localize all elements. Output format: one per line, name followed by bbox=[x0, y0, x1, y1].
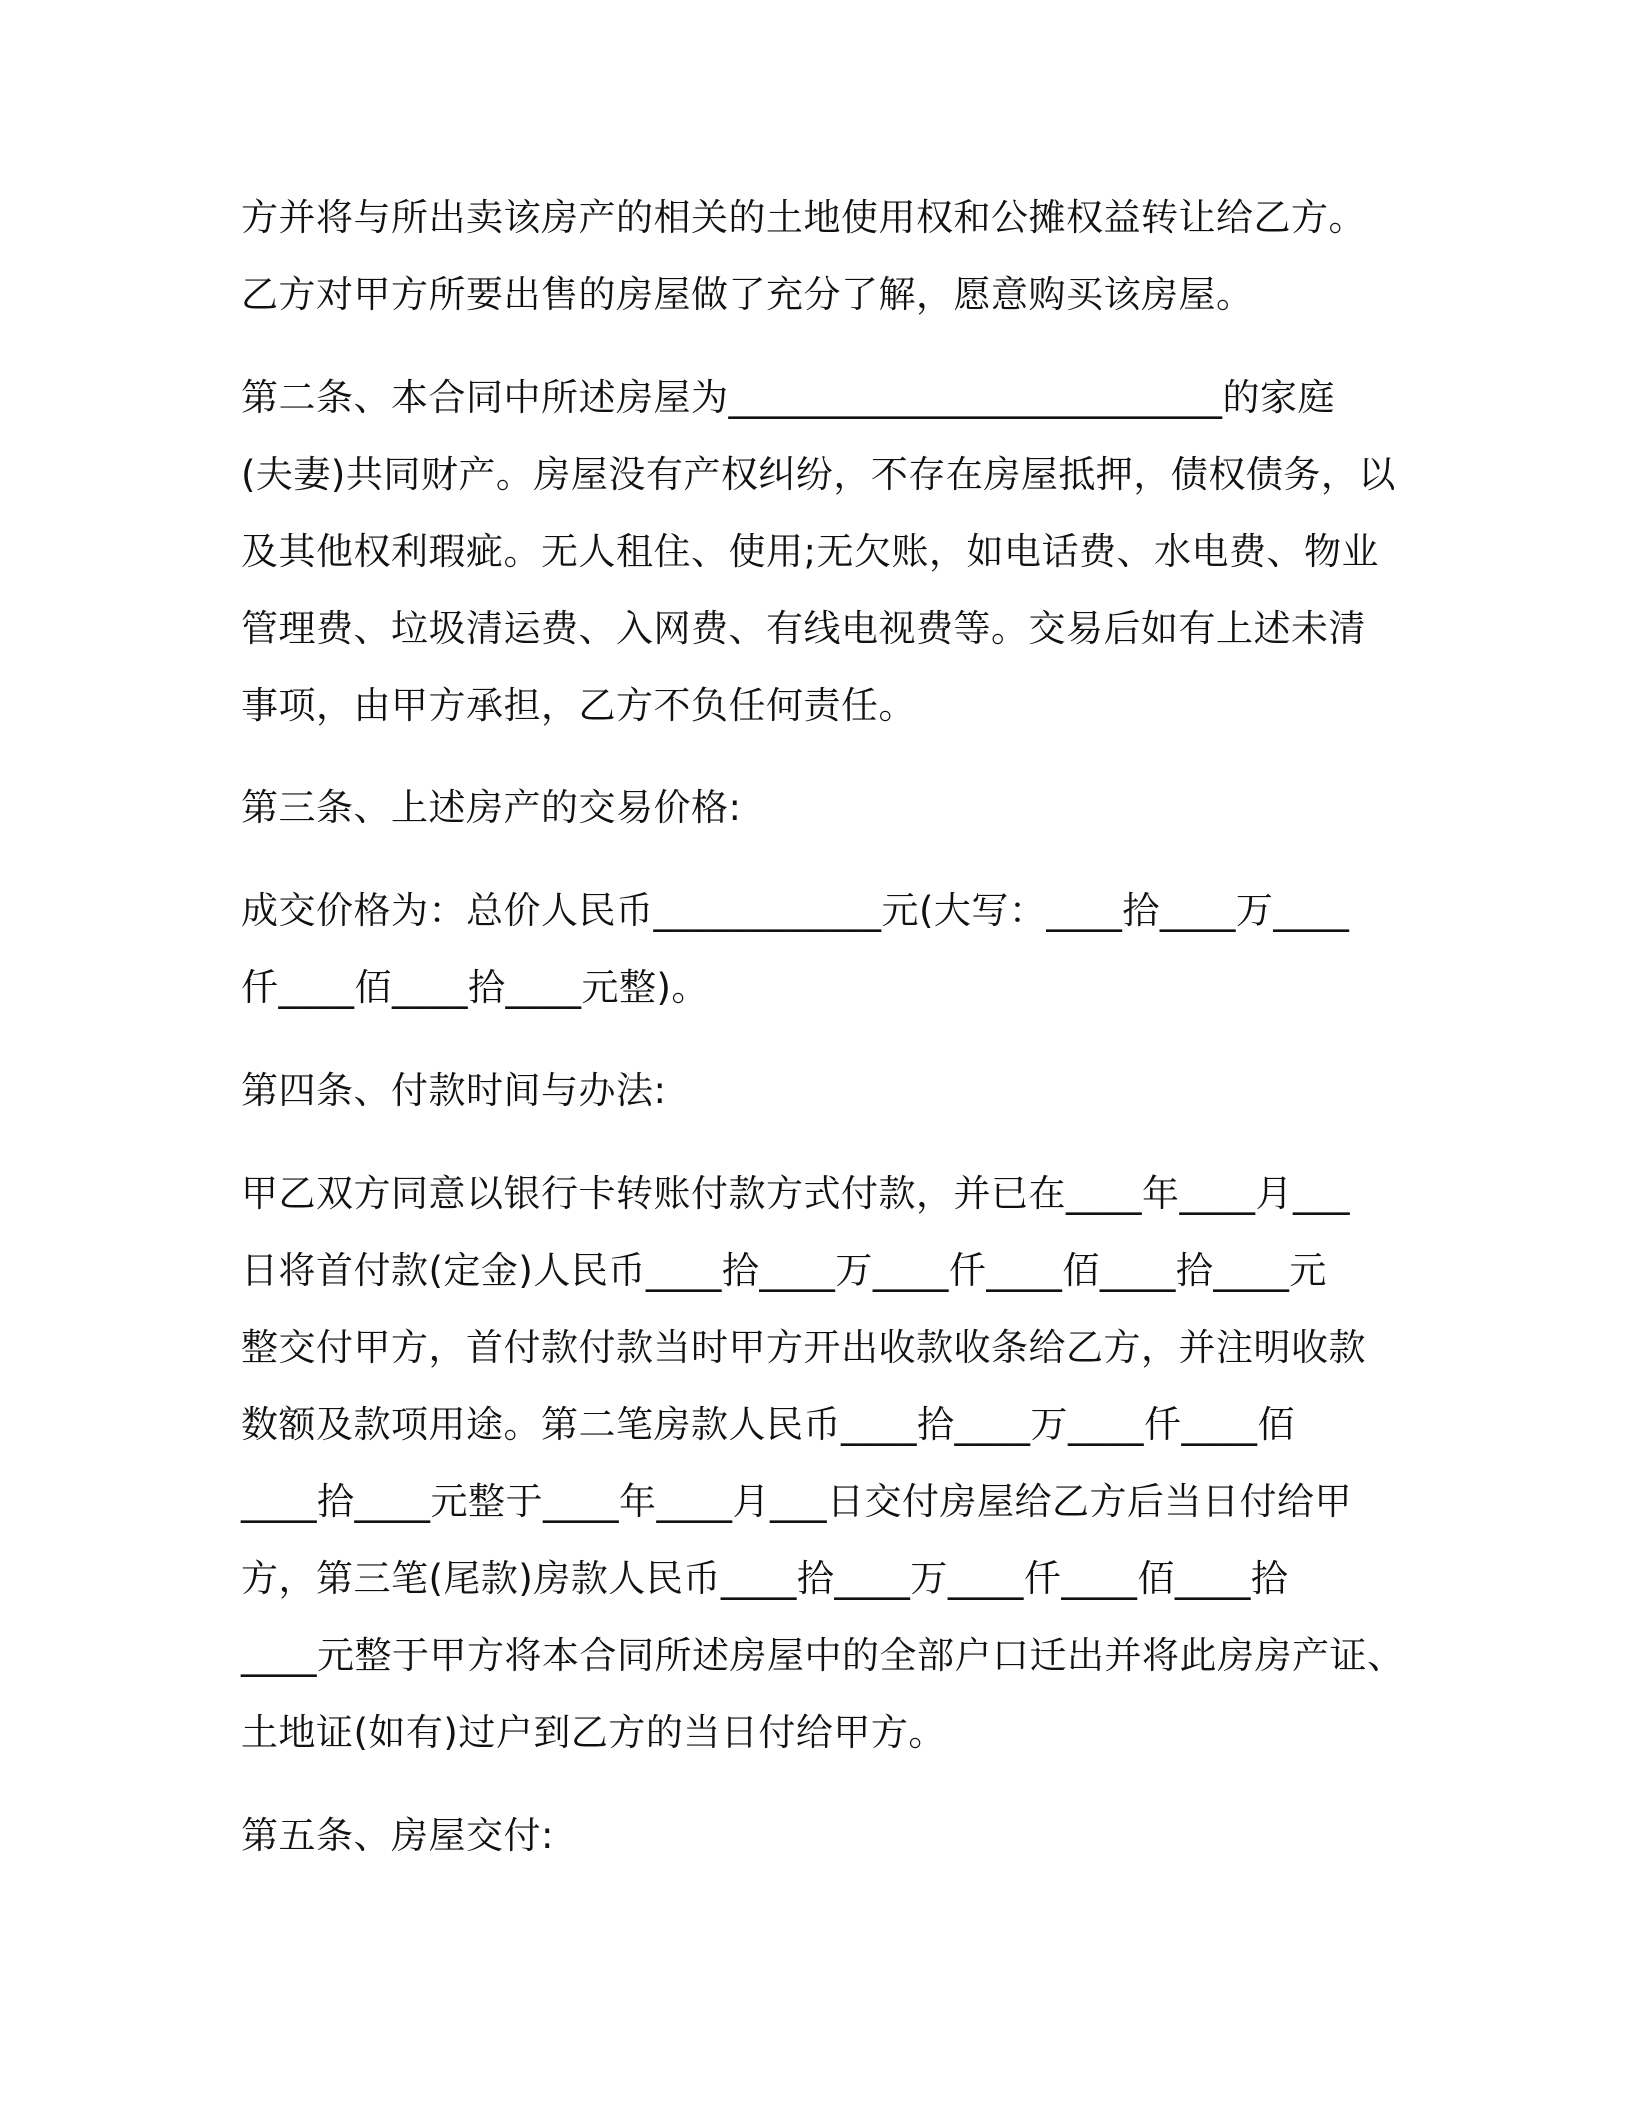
text-line: 事项，由甲方承担，乙方不负任何责任。 bbox=[241, 684, 916, 727]
text-line: ____拾____元整于____年____月___日交付房屋给乙方后当日付给甲 bbox=[241, 1480, 1352, 1523]
clause-3-heading: 第三条、上述房产的交易价格: bbox=[241, 786, 742, 829]
text-line: 方，第三笔(尾款)房款人民币____拾____万____仟____佰____拾 bbox=[241, 1557, 1289, 1600]
price-line: 成交价格为：总价人民币____________元(大写：____拾____万____ bbox=[241, 889, 1350, 932]
clause-5-heading: 第五条、房屋交付: bbox=[241, 1814, 554, 1857]
text-line: 方并将与所出卖该房产的相关的土地使用权和公摊权益转让给乙方。 bbox=[241, 196, 1366, 239]
text-line: 甲乙双方同意以银行卡转账付款方式付款，并已在____年____月___ bbox=[241, 1172, 1350, 1215]
text-line: 及其他权利瑕疵。无人租住、使用;无欠账，如电话费、水电费、物业 bbox=[241, 530, 1379, 573]
price-line: 仟____佰____拾____元整)。 bbox=[241, 966, 709, 1009]
text-line: 日将首付款(定金)人民币____拾____万____仟____佰____拾____元 bbox=[241, 1249, 1327, 1292]
text-line: ____元整于甲方将本合同所述房屋中的全部户口迁出并将此房房产证、 bbox=[241, 1634, 1405, 1677]
clause-2-heading-line: 第二条、本合同中所述房屋为__________________________的家庭 bbox=[241, 376, 1335, 419]
text-line: 乙方对甲方所要出售的房屋做了充分了解，愿意购买该房屋。 bbox=[241, 273, 1254, 316]
text-line: (夫妻)共同财产。房屋没有产权纠纷，不存在房屋抵押，债权债务，以 bbox=[241, 453, 1396, 496]
clause-4-heading: 第四条、付款时间与办法: bbox=[241, 1069, 667, 1112]
text-line: 数额及款项用途。第二笔房款人民币____拾____万____仟____佰 bbox=[241, 1403, 1295, 1446]
text-line: 土地证(如有)过户到乙方的当日付给甲方。 bbox=[241, 1711, 946, 1754]
text-line: 整交付甲方，首付款付款当时甲方开出收款收条给乙方，并注明收款 bbox=[241, 1326, 1366, 1369]
text-line: 管理费、垃圾清运费、入网费、有线电视费等。交易后如有上述未清 bbox=[241, 607, 1366, 650]
